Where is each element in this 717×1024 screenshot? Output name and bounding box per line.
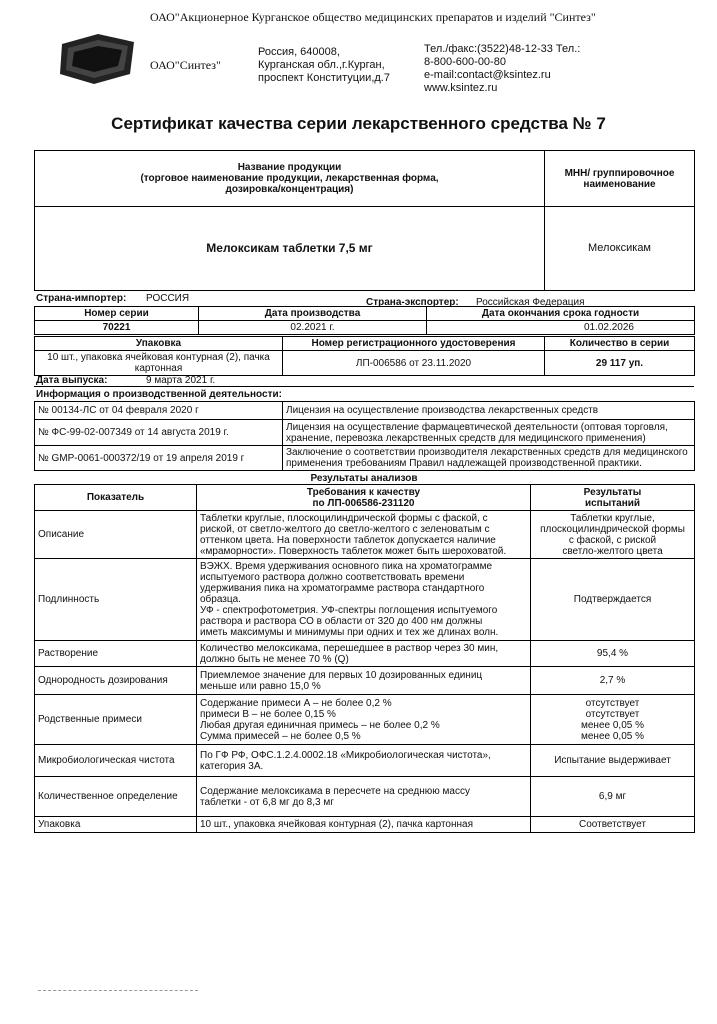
footer-scan-line [38, 990, 198, 993]
table-row [35, 745, 695, 777]
results-table [34, 484, 695, 833]
license-row [35, 420, 695, 446]
company-contacts: Тел./факс:(3522)48-12-33 Тел.: 8-800-600-00-80 e-mail:contact@ksintez.ru www.ksintez.ru [424, 43, 581, 94]
expiry-date-value: 01.02.2026 [427, 321, 695, 335]
license-number: № ФС-99-02-007349 от 14 августа 2019 г. [35, 420, 283, 446]
production-date-value: 02.2021 г. [199, 321, 427, 335]
quantity-label: Количество в серии [545, 337, 695, 351]
export-label: Страна-экспортер: [366, 297, 459, 308]
info-label: Информация о производственной деятельности: [36, 389, 282, 400]
result-cell: Подтверждается [531, 559, 695, 641]
license-number: № 00134-ЛС от 04 февраля 2020 г [35, 402, 283, 420]
param-cell: Микробиологическая чистота [35, 745, 197, 777]
license-text: Лицензия на осуществление производства лекарственных средств [283, 402, 695, 420]
results-section-title: Результаты анализов [310, 473, 418, 484]
req-cell: ВЭЖХ. Время удерживания основного пика на хроматограмме испытуемого раствора должно соответствовать времени удерживания пика на хроматограмме раствора стандартного образца. УФ - спектрофотометрия. УФ-спектры поглощения испытуемого раствора и раствора СО в области от 320 до 400 нм должны иметь максимумы и минимумы при одних и тех же длинах волн. [197, 559, 531, 641]
param-cell: Количественное определение [35, 777, 197, 817]
req-cell: Приемлемое значение для первых 10 дозированных единиц меньше или равно 15,0 % [197, 667, 531, 695]
table-row [35, 641, 695, 667]
table-row [35, 667, 695, 695]
company-full-name: ОАО"Акционерное Курганское общество медицинских препаратов и изделий "Синтез" [150, 10, 596, 24]
quantity-value: 29 117 уп. [545, 351, 695, 376]
param-cell: Упаковка [35, 817, 197, 833]
pack-value: 10 шт., упаковка ячейковая контурная (2), пачка картонная [35, 351, 283, 376]
release-value: 9 марта 2021 г. [146, 375, 216, 386]
table-row [35, 695, 695, 745]
license-row [35, 402, 695, 420]
result-cell: отсутствует отсутствует менее 0,05 % менее 0,05 % [531, 695, 695, 745]
import-value: РОССИЯ [146, 293, 190, 304]
pack-table [34, 336, 695, 376]
result-cell: 6,9 мг [531, 777, 695, 817]
series-label: Номер серии [35, 307, 199, 321]
table-row [35, 511, 695, 559]
company-logo [58, 30, 138, 85]
param-cell: Описание [35, 511, 197, 559]
table-row [35, 817, 695, 833]
reg-value: ЛП-006586 от 23.11.2020 [283, 351, 545, 376]
licenses-table [34, 401, 695, 471]
series-table [34, 306, 695, 335]
col-req-header: Требования к качеству по ЛП-006586-231120 [197, 485, 531, 511]
result-cell: Соответствует [531, 817, 695, 833]
table-row [35, 559, 695, 641]
release-label: Дата выпуска: [36, 375, 108, 386]
series-value: 70221 [35, 321, 199, 335]
param-cell: Однородность дозирования [35, 667, 197, 695]
expiry-date-label: Дата окончания срока годности [427, 307, 695, 321]
export-value: Российская Федерация [476, 297, 585, 308]
param-cell: Подлинность [35, 559, 197, 641]
req-cell: Содержание мелоксикама в пересчете на среднюю массу таблетки - от 6,8 мг до 8,3 мг [197, 777, 531, 817]
pack-label: Упаковка [35, 337, 283, 351]
production-date-label: Дата производства [199, 307, 427, 321]
req-cell: 10 шт., упаковка ячейковая контурная (2), пачка картонная [197, 817, 531, 833]
inn-value: Мелоксикам [545, 207, 695, 291]
req-cell: Таблетки круглые, плоскоцилиндрической формы с фаской, с риской, от светло-желтого до светло-желтого с зеленоватым с оттенком цвета. На поверхности таблеток допускается наличие «мраморности». Поверхность таблеток может быть шероховатой. [197, 511, 531, 559]
release-row [34, 374, 694, 387]
inn-header: МНН/ группировочное наименование [545, 151, 695, 207]
license-text: Заключение о соответствии производителя лекарственных средств для медицинского применения требованиям Правил надлежащей производственной практики. [283, 446, 695, 471]
param-cell: Растворение [35, 641, 197, 667]
req-cell: По ГФ РФ, ОФС.1.2.4.0002.18 «Микробиологическая чистота», категория 3А. [197, 745, 531, 777]
result-cell: Таблетки круглые, плоскоцилиндрической формы с фаской, с риской светло-желтого цвета [531, 511, 695, 559]
param-cell: Родственные примеси [35, 695, 197, 745]
reg-label: Номер регистрационного удостоверения [283, 337, 545, 351]
certificate-title: Сертификат качества серии лекарственного средства № 7 [111, 114, 606, 133]
company-address: Россия, 640008, Курганская обл.,г.Курган, проспект Конституции,д.7 [258, 46, 390, 84]
table-row [35, 777, 695, 817]
country-row [34, 292, 694, 308]
result-cell: 95,4 % [531, 641, 695, 667]
result-cell: Испытание выдерживает [531, 745, 695, 777]
license-number: № GMP-0061-000372/19 от 19 апреля 2019 г [35, 446, 283, 471]
import-label: Страна-импортер: [36, 293, 127, 304]
company-short-name: ОАО"Синтез" [150, 58, 221, 72]
license-row [35, 446, 695, 471]
req-cell: Количество мелоксикама, перешедшее в раствор через 30 мин, должно быть не менее 70 % (Q) [197, 641, 531, 667]
product-name-header: Название продукции (торговое наименование продукции, лекарственная форма, дозировка/концентрация) [35, 151, 545, 207]
product-name-table [34, 150, 695, 291]
product-name: Мелоксикам таблетки 7,5 мг [35, 207, 545, 291]
col-res-header: Результаты испытаний [531, 485, 695, 511]
col-param-header: Показатель [35, 485, 197, 511]
result-cell: 2,7 % [531, 667, 695, 695]
license-text: Лицензия на осуществление фармацевтической деятельности (оптовая торговля, хранение, перевозка лекарственных средств для медицинского применения) [283, 420, 695, 446]
req-cell: Содержание примеси А – не более 0,2 % примеси В – не более 0,15 % Любая другая единичная примесь – не более 0,2 % Сумма примесей – не более 0,5 % [197, 695, 531, 745]
